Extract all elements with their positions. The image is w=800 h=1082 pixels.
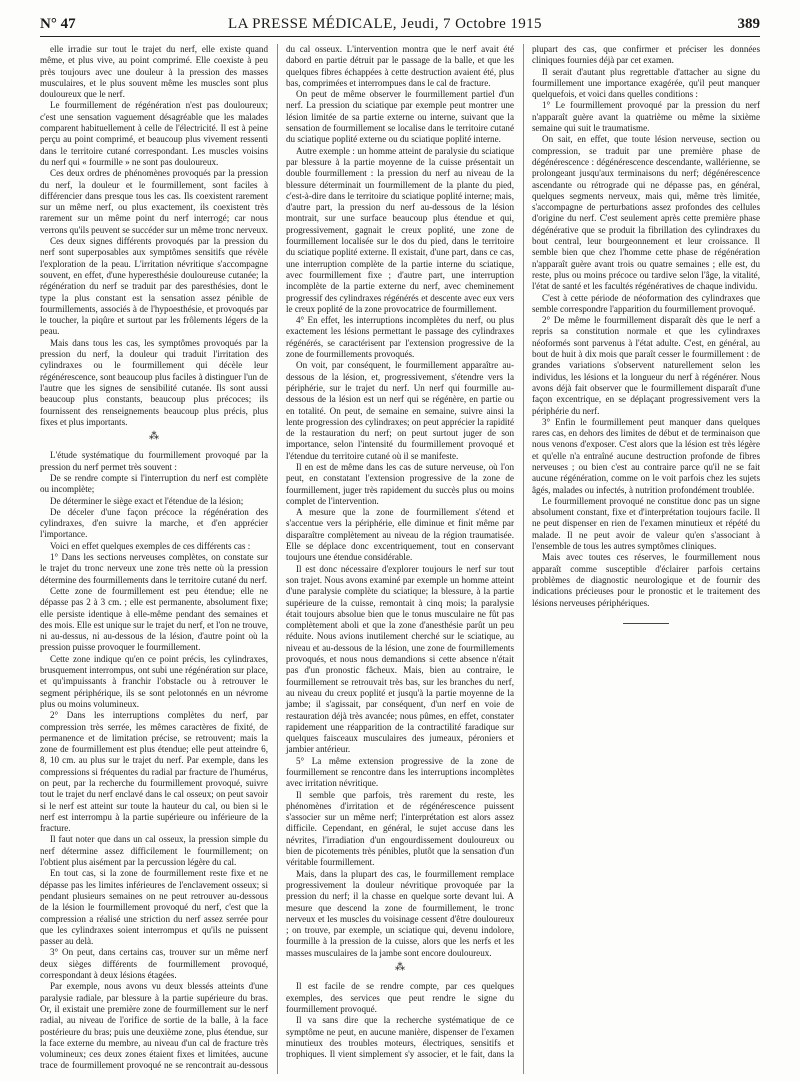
- page-number: 389: [737, 16, 760, 32]
- body-paragraph: 2° Dans les interruptions complètes du nerf, par compression très serrée, les mêmes caractères de fixité, de permanence et de limitation précise, se retrouvent; mais la zone de fourmillement est plus étendue; elle peut atteindre 6, 8, 10 cm. au plus sur le trajet du nerf. Par exemple, dans les compressions si fréquentes du radial par fracture de l'humérus, on peut, par la recherche du fourmillement provoqué, suivre tout le trajet du nerf enclavé dans le cal osseux; on peut savoir si le nerf est atteint sur toute la hauteur du cal, ou bien si le nerf est interrompu à la partie supérieure ou inférieure de la fracture.: [40, 710, 268, 834]
- body-paragraph: Il est donc nécessaire d'explorer toujours le nerf sur tout son trajet. Nous avons examiné par exemple un homme atteint d'une paralysie complète du sciatique; la blessure, à la partie supérieure de la cuisse, remontait à cinq mois; la paralysie était toujours absolue bien que le tonus musculaire ne fût pas complètement aboli et que la zone d'anesthésie parût un peu réduite. Nous avions inutilement cherché sur le sciatique, au niveau et au-dessous de la lésion, une zone de fourmillements provoqués, et nous nous demandions si cette absence n'était pas d'un pronostic fâcheux. Mais, bien au contraire, le fourmillement se retrouvait très bas, sur les branches du nerf, au niveau du creux poplité et jusqu'à la partie moyenne de la jambe; il s'agissait, par conséquent, d'un nerf en voie de restauration déjà très avancée; nous pûmes, en effet, constater rapidement une réapparition de la contractilité faradique sur quelques faisceaux musculaires des jumeaux, péroniers et jambier antérieur.: [286, 563, 514, 755]
- article-end-rule: [623, 623, 669, 624]
- body-paragraph: Il faut noter que dans un cal osseux, la pression simple du nerf détermine assez difficilement le fourmillement; on l'obtient plus aisément par la percussion légère du cal.: [40, 834, 268, 868]
- section-divider: ⁂: [149, 431, 159, 443]
- body-paragraph: Il serait d'autant plus regrettable d'attacher au signe du fourmillement une importance exagérée, qu'il peut manquer quelquefois, et voici dans quelles conditions :: [532, 66, 760, 100]
- body-paragraph: 2° De même le fourmillement disparaît dès que le nerf a repris sa constitution normale et que les cylindraxes néoformés sont parvenus à l'état adulte. C'est, en général, au bout de huit à dix mois que paraît cesser le fourmillement : de grandes variations s'observent naturellement selon les individus, les lésions et la longueur du nerf à régénérer. Nous avons déjà fait observer que le fourmillement disparaît d'une façon excentrique, en se déplaçant progressivement vers la périphérie du nerf.: [532, 315, 760, 416]
- journal-title: LA PRESSE MÉDICALE, Jeudi, 7 Octobre 1915: [228, 16, 542, 32]
- body-paragraph: Il est facile de se rendre compte, par ces quelques exemples, des services que peut rendre le signe du fourmillement provoqué.: [286, 981, 514, 1014]
- header-rule: [40, 36, 760, 37]
- body-paragraph: A mesure que la zone de fourmillement s'étend et s'accentue vers la périphérie, elle diminue et finit même par disparaître complètement au niveau de la région traumatisée. Elle se déplace donc excentriquement, tout en conservant toujours une étendue considérable.: [286, 507, 514, 563]
- body-paragraph: 4° En effet, les interruptions incomplètes du nerf, ou plus exactement les lésions permettant le passage des cylindraxes régénérés, se caractérisent par l'extension progressive de la zone de fourmillements provoqués.: [286, 315, 514, 360]
- body-paragraph: Le fourmillement de régénération n'est pas douloureux; c'est une sensation vaguement désagréable que les malades comparent habituellement à celle de l'électricité. Il est à peine perçu au point comprimé, et beaucoup plus vivement ressenti dans le territoire cutané correspondant. Les muscles voisins du nerf qui « fourmille » ne sont pas douloureux.: [40, 100, 268, 167]
- issue-number: N° 47: [40, 16, 76, 32]
- body-paragraph: Cette zone indique qu'en ce point précis, les cylindraxes, brusquement interrompus, ont subi une régénération sur place, et qu'impuissants à franchir l'obstacle ou à retrouver le segment périphérique, ils se sont pelotonnés en un névrome plus ou moins volumineux.: [40, 653, 268, 709]
- running-header: [40, 12, 760, 36]
- body-paragraph: Par exemple, nous avons vu deux blessés atteints d'une paralysie radiale, par blessure à la partie supérieure du bras. Or, il existait une première zone de fourmillement sur le nerf radial, au niveau de l'orifice de sortie de la balle, à la face postérieure du bras; puis une deuxième zone, plus étendue, sur la face externe du membre, au niveau d'un cal de fracture très volumineux; ces deux zones étaient fixes et limitées, aucune trace de fourmillement provoqué ne se rencontrait au-dessous du cal osseux. L'intervention montra que le nerf avait été dabord en partie détruit par le passage de la balle, et que les quelques fibres échappées à cette destruction avaient été, plus bas, comprimées et interrompues dans le cal de fracture.: [40, 44, 514, 1071]
- body-paragraph: Il va sans dire que la recherche systématique de ce symptôme ne peut, en aucune manière, dispenser de l'examen minutieux des troubles moteurs, électriques, sensitifs et trophiques. Il vient simplement s'y associer, et le fait, dans la plupart des cas, que confirmer et préciser les données cliniques fournies déjà par cet examen.: [286, 44, 760, 1060]
- body-paragraph: L'étude systématique du fourmillement provoqué par la pression du nerf permet très souvent :: [40, 450, 268, 472]
- body-paragraph: On voit, par conséquent, le fourmillement apparaître au-dessous de la lésion, et, progressivement, s'étendre vers la périphérie, sur le trajet du nerf. Un nerf qui fourmille au-dessous de la lésion est un nerf qui se régénère, en partie ou en totalité. On peut, de semaine en semaine, suivre ainsi la lente progression des cylindraxes; on peut apprécier la rapidité de la restauration du nerf; on peut surtout juger de son importance, selon l'intensité du fourmillement provoqué et l'étendue du territoire cutané où il se manifeste.: [286, 360, 514, 461]
- body-paragraph: Il semble que parfois, très rarement du reste, les phénomènes d'irritation et de régénérescence puissent s'associer sur un même nerf; l'interprétation est alors assez difficile. Cependant, en général, le sujet accuse dans les névrites, l'irradiation d'un engourdissement douloureux ou bien de picotements très pénibles, plutôt que la sensation d'un véritable fourmillement.: [286, 789, 514, 868]
- body-paragraph: De déceler d'une façon précoce la régénération des cylindraxes, d'en suivre la marche, et d'en apprécier l'importance.: [40, 506, 268, 540]
- body-paragraph: En tout cas, si la zone de fourmillement reste fixe et ne dépasse pas les limites inférieures de l'enclavement osseux; si pendant plusieurs semaines on ne peut retrouver au-dessous de la lésion le fourmillement provoqué du nerf, c'est que la compression a réalisé une striction du nerf assez serrée pour que les cylindraxes soient interrompus et qu'ils ne puissent passer au delà.: [40, 868, 268, 947]
- body-paragraph: De se rendre compte si l'interruption du nerf est complète ou incomplète;: [40, 472, 268, 495]
- body-paragraph: 1° Le fourmillement provoqué par la pression du nerf n'apparaît guère avant la quatrième ou même la sixième semaine qui suit le traumatisme.: [532, 100, 760, 134]
- body-paragraph: 1° Dans les sections nerveuses complètes, on constate sur le trajet du tronc nerveux une zone très nette où la pression détermine des fourmillements dans le territoire cutané du nerf.: [40, 552, 268, 585]
- body-paragraph: 3° On peut, dans certains cas, trouver sur un même nerf deux sièges différents de fourmillement provoqué, correspondant à deux lésions étagées.: [40, 947, 268, 981]
- body-paragraph: On peut de même observer le fourmillement partiel d'un nerf. La pression du sciatique par exemple peut montrer une lésion limitée de sa partie externe ou interne, suivant que la sensation de fourmillement se localise dans le territoire cutané du sciatique poplité externe ou du sciatique poplité interne.: [286, 89, 514, 145]
- body-paragraph: C'est à cette période de néoformation des cylindraxes que semble correspondre l'apparition du fourmillement provoqué.: [532, 292, 760, 314]
- section-divider: ⁂: [395, 962, 405, 974]
- body-paragraph: Autre exemple : un homme atteint de paralysie du sciatique par blessure à la partie moyenne de la cuisse présentait un double fourmillement : la pression du nerf au niveau de la blessure déterminait un fourmillement de la plante du pied, c'est-à-dire dans le territoire du sciatique poplité interne; mais, d'autre part, la pression du nerf au-dessous de la lésion montrait, sur une surface beaucoup plus étendue et qui, progressivement, gagnait le creux poplité, une zone de fourmillement localisée sur le dos du pied, dans le territoire du sciatique poplité externe. Il existait, d'une part, dans ce cas, une interruption complète de la partie interne du sciatique, avec fourmillement fixe ; d'autre part, une interruption incomplète de la partie externe du nerf, avec cheminement progressif des cylindraxes régénérés et descente avec eux vers le creux poplité de la zone provocatrice de fourmillement.: [286, 145, 514, 314]
- body-paragraph: De déterminer le siège exact et l'étendue de la lésion;: [50, 495, 244, 506]
- body-paragraph: Voici en effet quelques exemples de ces différents cas :: [50, 540, 251, 551]
- body-paragraph: On sait, en effet, que toute lésion nerveuse, section ou compression, se traduit par une première phase de dégénérescence : dégénérescence descendante, wallérienne, se prolongeant jusqu'aux terminaisons du nerf; dégénérescence ascendante ou rétrograde qui ne dépasse pas, en général, quelques segments nerveux, mais qui, même très limitée, s'accompagne de perturbations assez profondes des cellules d'origine du nerf. C'est seulement après cette première phase dégénérative que se produit la fibrillation des cylindraxes du bout central, leur bourgeonnement et leur croissance. Il semble bien que chez l'homme cette phase de régénération n'apparaît guère avant trois ou quatre semaines ; elle est, du reste, plus ou moins précoce ou tardive selon l'âge, la vitalité, l'état de santé et les facultés régénératives de chaque individu.: [532, 134, 760, 292]
- body-paragraph: Cette zone de fourmillement est peu étendue; elle ne dépasse pas 2 à 3 cm. ; elle est permanente, absolument fixe; elle persiste identique à elle-même pendant des semaines et des mois. Elle est unique sur le trajet du nerf, et l'on ne trouve, ni au-dessus, ni au-dessous de la lésion, d'autre point où la pression puisse provoquer le fourmillement.: [40, 585, 268, 653]
- body-paragraph: Mais dans tous les cas, les symptômes provoqués par la pression du nerf, la douleur qui traduit l'irritation des cylindraxes ou le fourmillement qui décèle leur régénérescence, sont beaucoup plus faciles à distinguer l'un de l'autre que les signes de sensibilité cutanée. Ils sont aussi beaucoup plus constants, beaucoup plus précoces; ils fournissent des renseignements beaucoup plus précis, plus fixes et plus importants.: [40, 337, 268, 427]
- body-paragraph: Ces deux ordres de phénomènes provoqués par la pression du nerf, la douleur et le fourmillement, sont faciles à différencier dans presque tous les cas. Ils coexistent rarement sur un même nerf, ou plus exactement, ils coexistent très rarement sur un même point du nerf interrogé; car nous verrons qu'ils peuvent se succéder sur un même tronc nerveux.: [40, 168, 268, 235]
- body-paragraph: Le fourmillement provoqué ne constitue donc pas un signe absolument constant, fixe et d'interprétation toujours facile. Il ne peut dispenser en rien de l'examen minutieux et répété du malade. Il ne peut avoir de valeur qu'en s'associant à l'ensemble de tous les autres symptômes cliniques.: [532, 495, 760, 552]
- body-paragraph: Mais avec toutes ces réserves, le fourmillement nous apparaît comme susceptible d'éclairer parfois certains problèmes de diagnostic neurologique et de fournir des indications précieuses pour le pronostic et le traitement des lésions nerveuses périphériques.: [532, 552, 760, 608]
- article-columns: [40, 44, 760, 1074]
- body-paragraph: 5° La même extension progressive de la zone de fourmillement se rencontre dans les interruptions incomplètes avec irritation névritique.: [286, 755, 514, 789]
- body-paragraph: Mais, dans la plupart des cas, le fourmillement remplace progressivement la douleur névritique provoquée par la pression du nerf; il la chasse en quelque sorte devant lui. A mesure que descend la zone de fourmillement, le tronc nerveux et les muscles du voisinage cessent d'être douloureux ; on trouve, par exemple, un sciatique qui, devenu indolore, fourmille à la pression de la cuisse, alors que les nerfs et les masses musculaires de la jambe sont encore douloureux.: [286, 868, 514, 958]
- body-paragraph: Il en est de même dans les cas de suture nerveuse, où l'on peut, en constatant l'extension progressive de la zone de fourmillement, juger très rapidement du succès plus ou moins complet de l'intervention.: [286, 461, 514, 506]
- body-paragraph: elle irradie sur tout le trajet du nerf, elle existe quand même, et plus vive, au point comprimé. Elle coexiste à peu près toujours avec une douleur à la pression des masses musculaires, et le plus souvent même les muscles sont plus douloureux que le nerf.: [40, 44, 268, 100]
- body-paragraph: 3° Enfin le fourmillement peut manquer dans quelques rares cas, en dehors des limites de début et de terminaison que nous venons d'exposer. C'est alors que la lésion est très légère et qu'elle n'a entraîné aucune destruction profonde de fibres nerveuses ; ou bien c'est au contraire parce qu'il ne se fait aucune régénération, comme on le voit parfois chez les sujets âgés, malades ou infectés, à nutrition profondément troublée.: [532, 416, 760, 495]
- body-paragraph: Ces deux signes différents provoqués par la pression du nerf sont superposables aux symptômes sensitifs que révèle l'exploration de la peau. L'irritation névritique s'accompagne souvent, en effet, d'une hyperesthésie douloureuse cutanée; la régénération du nerf se traduit par des paresthésies, dont le type la plus constant est la sensation assez pénible de fourmillements, associés à de l'hypoesthésie, et provoqués par le toucher, la piqûre et surtout par les frôlements légers de la peau.: [40, 236, 268, 337]
